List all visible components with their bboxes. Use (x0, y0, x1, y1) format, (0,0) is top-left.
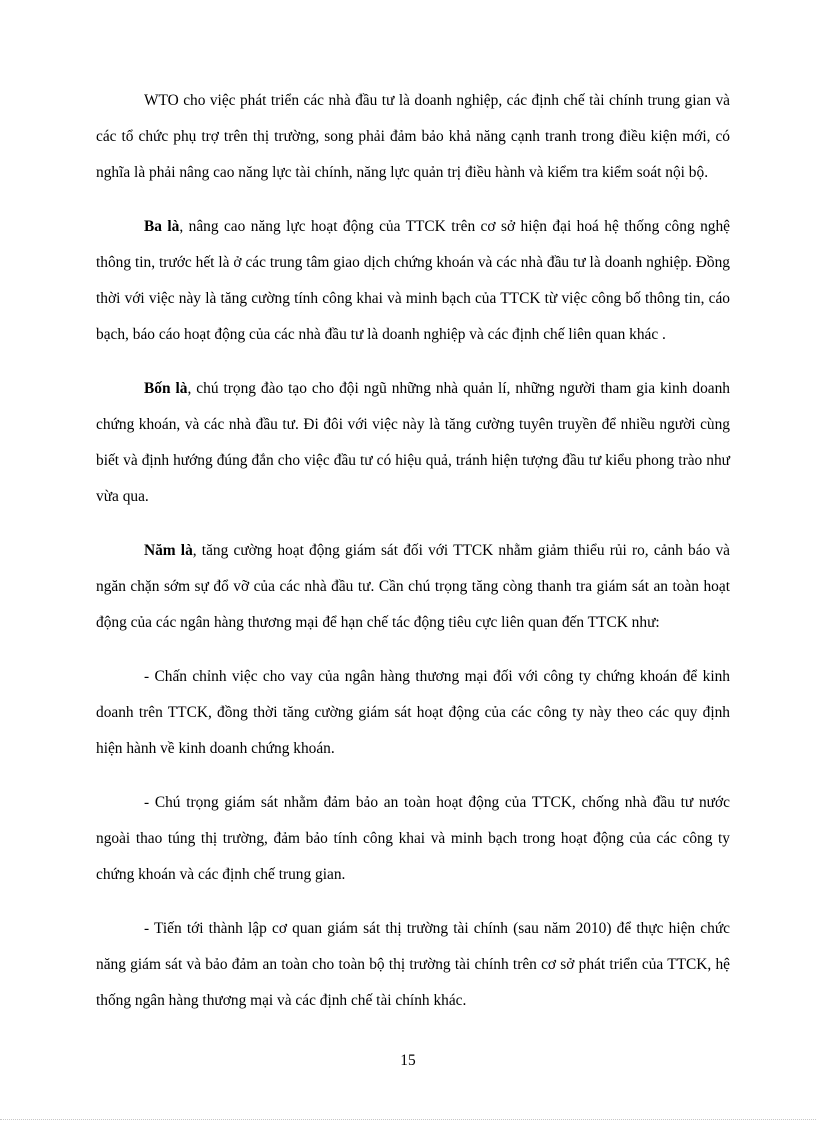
bullet-giam-sat (96, 785, 730, 893)
paragraph-nam-la (96, 533, 730, 641)
paragraph-text: - Chú trọng giám sát nhằm đảm bảo an toàn hoạt động của TTCK, chống nhà đầu tư nước ngoài thao túng thị trường, đảm bảo tính công khai và minh bạch trong hoạt động của các công ty chứng khoán và các định chế trung gian. (96, 794, 730, 883)
bullet-cho-vay (96, 659, 730, 767)
paragraph-text: - Chấn chỉnh việc cho vay của ngân hàng thương mại đối với công ty chứng khoán để kinh doanh trên TTCK, đồng thời tăng cường giám sát hoạt động của các công ty này theo các quy định hiện hành về kinh doanh chứng khoán. (96, 668, 730, 757)
body-text (96, 83, 730, 1037)
paragraph-bon-la (96, 371, 730, 515)
paragraph-lead: Ba là (144, 218, 180, 235)
paragraph-ba-la (96, 209, 730, 353)
paragraph-text: , chú trọng đào tạo cho đội ngũ những nhà quản lí, những người tham gia kinh doanh chứng khoán, và các nhà đầu tư. Đi đôi với việc này là tăng cường tuyên truyền để nhiều người cùng biết và định hướng đúng đắn cho việc đầu tư có hiệu quả, tránh hiện tượng đầu tư kiểu phong trào như vừa qua. (96, 380, 730, 505)
page-number: 15 (400, 1052, 416, 1069)
paragraph-text: , nâng cao năng lực hoạt động của TTCK trên cơ sở hiện đại hoá hệ thống công nghệ thông tin, trước hết là ở các trung tâm giao dịch chứng khoán và các nhà đầu tư là doanh nghiệp. Đồng thời với việc này là tăng cường tính công khai và minh bạch của TTCK từ việc công bố thông tin, cáo bạch, báo cáo hoạt động của các nhà đầu tư là doanh nghiệp và các định chế liên quan khác . (96, 218, 730, 343)
bullet-co-quan-giam-sat (96, 911, 730, 1019)
paragraph-lead: Năm là (144, 542, 193, 559)
paragraph-text: - Tiến tới thành lập cơ quan giám sát thị trường tài chính (sau năm 2010) để thực hiện chức năng giám sát và bảo đảm an toàn cho toàn bộ thị trường tài chính trên cơ sở phát triển của TTCK, hệ thống ngân hàng thương mại và các định chế tài chính khác. (96, 920, 730, 1009)
paragraph-lead: Bốn là (144, 380, 188, 397)
page-edge-divider (0, 1119, 816, 1120)
paragraph-text: WTO cho việc phát triển các nhà đầu tư là doanh nghiệp, các định chế tài chính trung gian và các tổ chức phụ trợ trên thị trường, song phải đảm bảo khả năng cạnh tranh trong điều kiện mới, có nghĩa là phải nâng cao năng lực tài chính, năng lực quản trị điều hành và kiểm tra kiểm soát nội bộ. (96, 92, 730, 181)
paragraph-wto (96, 83, 730, 191)
paragraph-text: , tăng cường hoạt động giám sát đối với TTCK nhằm giảm thiểu rủi ro, cảnh báo và ngăn chặn sớm sự đổ vỡ của các nhà đầu tư. Cần chú trọng tăng còng thanh tra giám sát an toàn hoạt động của các ngân hàng thương mại để hạn chế tác động tiêu cực liên quan đến TTCK như: (96, 542, 730, 631)
